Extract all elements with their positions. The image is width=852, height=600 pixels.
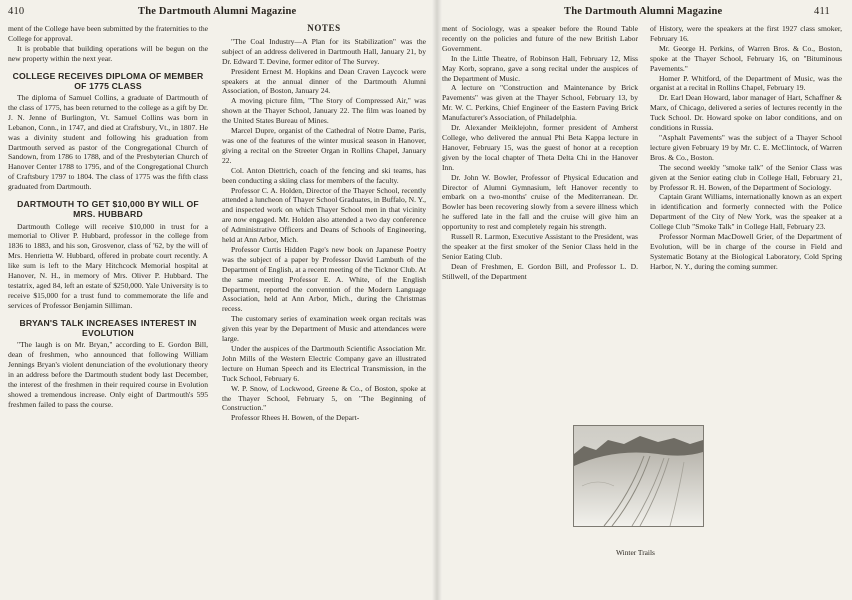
note-paragraph: Mr. George H. Perkins, of Warren Bros. & Co., Boston, spoke at the Thayer School, February 16, on "Bituminous Pavements." — [650, 43, 842, 73]
ski-trails-image — [574, 426, 703, 526]
right-column-1 — [442, 24, 638, 282]
right-page — [436, 0, 852, 600]
left-page-number: 410 — [8, 6, 25, 17]
bryan-heading: BRYAN'S TALK INCREASES INTEREST IN EVOLUTION — [19, 317, 197, 338]
right-page-number: 411 — [814, 6, 830, 17]
note-paragraph: Professor Rhees H. Bowen, of the Depart- — [231, 413, 360, 423]
note-paragraph: Dr. Earl Dean Howard, labor manager of Hart, Schaffner & Marx, of Chicago, delivered a series of lectures recently in the Tuck School. Dr. Howard spoke on labor conditions, and on conditions in Russia. — [650, 93, 842, 133]
diploma-heading: COLLEGE RECEIVES DIPLOMA OF MEMBER OF 1775 CLASS — [12, 70, 204, 91]
photo-caption: Winter Trails — [616, 548, 655, 557]
notes-heading: NOTES — [307, 23, 341, 33]
note-paragraph: Professor Norman MacDowell Grier, of the Department of Evolution, will be in charge of the course in Field and Systematic Botany at the Biological Laboratory, Cold Spring Harbor, N. Y., during the coming summer. — [650, 232, 842, 271]
intro-paragraph: ment of the College have been submitted by the fraternities to the College for approval. — [8, 24, 208, 43]
note-paragraph: The customary series of examination week organ recitals was given this year by the Department of Music and attendances were large. — [222, 314, 426, 344]
diploma-article: The diploma of Samuel Collins, a graduate of Dartmouth of the class of 1775, has been returned to the college as a gift by Dr. J. N. Jenne of Burlington, Vt. Samuel Collins was born in Lebanon, Conn., in 1747, and died at Craftsbury, Vt., in 1807. He was a divinity student and following his graduation from Dartmouth served as pastor of the Congregational Church of Sandown, from 1786 to 1788, and of the Presbyterian Church of Hanover Center 1788 to 1795, and of the Congregational Church of Craftsbury 1797 to 1804. The class of 1775 was the fifth class graduated from Dartmouth. — [8, 93, 208, 192]
note-paragraph: Professor C. A. Holden, Director of the Thayer School, recently attended a luncheon of Thayer School Graduates, in Buffalo, N. Y., and inspected work on which Thayer School men in that vicinity are now engaged. Mr. Holden also attended a two day conference of Administrative Officers and Deans of Schools of Engineering, held at Ann Arbor, Mich. — [222, 185, 426, 245]
note-paragraph: Col. Anton Diettrich, coach of the fencing and ski teams, has been conducting a skiing class for members of the faculty. — [222, 165, 426, 185]
note-paragraph: Dean of Freshmen, E. Gordon Bill, and Professor L. D. Stillwell, of the Department — [442, 261, 638, 281]
note-paragraph: Under the auspices of the Dartmouth Scientific Association Mr. John Mills of the Western Electric Company gave an illustrated lecture on Human Speech and its Electrical Transmission, in the Tuck School, February 6. — [222, 344, 426, 383]
hubbard-heading: DARTMOUTH TO GET $10,000 BY WILL OF MRS. HUBBARD — [17, 199, 199, 220]
note-paragraph: W. P. Snow, of Lockwood, Greene & Co., of Boston, spoke at the Thayer School, February 5, on "The Beginning of Construction." — [222, 383, 426, 413]
note-paragraph: Captain Grant Williams, internationally known as an expert in identification and formerly connected with the Police Department of the City of New York, was the speaker at a College Club "Smoke Talk" in College Hall, February 23. — [650, 192, 842, 232]
left-column-1 — [8, 24, 208, 409]
bryan-article: "The laugh is on Mr. Bryan," according to E. Gordon Bill, dean of freshmen, who announced that following William Jennings Bryan's violent denunciation of the evolutionary theory in an address before the Dartmouth student body last December, the interest of the freshmen in their required course in Evolution showed a tremendous increase. Only eight of Dartmouth's 595 freshmen failed to pass the course. — [8, 340, 208, 409]
note-paragraph: Dr. John W. Bowler, Professor of Physical Education and Director of Alumni Gymnasium, left Hanover recently to embark on a two-months' cruise of the Mediterranean. Dr. Bowler has been recovering slowly from a severe illness which he suffered late in the fall and the cruise will give him an opportunity to rest and completely regain his strength. — [442, 172, 638, 232]
note-paragraph: President Ernest M. Hopkins and Dean Craven Laycock were speakers at the annual dinner of the Dartmouth Alumni Association, of Boston, January 24. — [222, 66, 426, 96]
left-column-2 — [222, 24, 426, 423]
note-paragraph: In the Little Theatre, of Robinson Hall, February 12, Miss May Korb, soprano, gave a song recital under the auspices of the Department of Music. — [442, 53, 638, 83]
note-paragraph: "Asphalt Pavements" was the subject of a Thayer School lecture given February 19 by Mr. C. E. McClintock, of Warren Bros. & Co., Boston. — [650, 132, 842, 162]
right-column-2 — [650, 24, 842, 272]
note-paragraph: "The Coal Industry—A Plan for its Stabilization" was the subject of an address delivered in Dartmouth Hall, January 21, by Dr. Edward T. Devine, former editor of The Survey. — [222, 36, 426, 66]
note-paragraph: Homer P. Whitford, of the Department of Music, was the organist at a recital in Rollins Chapel, February 19. — [650, 73, 842, 93]
note-paragraph: The second weekly "smoke talk" of the Senior Class was given at the Senior eating club in College Hall, February 21, by Professor R. H. Bowen, of the Department of Sociology. — [650, 162, 842, 192]
winter-trails-photo — [573, 425, 704, 527]
note-paragraph: Dr. Alexander Meiklejohn, former president of Amherst College, who delivered the annual Phi Beta Kappa lecture in Hanover, February 15, was the guest of honor at a reception given by the local chapter of Theta Delta Chi in the Hanover Inn. — [442, 123, 638, 172]
note-paragraph: A moving picture film, "The Story of Compressed Air," was shown at the Thayer School, January 22. The film was loaned by the United States Bureau of Mines. — [222, 96, 426, 126]
left-running-head: The Dartmouth Alumni Magazine — [138, 6, 297, 17]
right-running-head: The Dartmouth Alumni Magazine — [564, 6, 723, 17]
note-paragraph: Russell R. Larmon, Executive Assistant to the President, was the speaker at the first smoker of the Senior Class held in the Senior Eating Club. — [442, 232, 638, 261]
note-paragraph: of History, were the speakers at the first 1927 class smoker, February 16. — [650, 24, 842, 43]
note-paragraph: A lecture on "Construction and Maintenance by Brick Pavements" was given at the Thayer School, February 13, by Mr. W. C. Perkins, Chief Engineer of the Eastern Paving Brick Manufacturer's Association, of Philadelphia. — [442, 83, 638, 123]
hubbard-article: Dartmouth College will receive $10,000 in trust for a memorial to Oliver P. Hubbard, professor in the college from 1836 to 1883, and his son, Grosvenor, class of '62, by the will of Mrs. Henrietta W. Hubbard, offered in probate court recently. A like sum is left to the Mary Hitchcock Memorial hospital at Hanover, N. H., in memory of Mrs. Oliver P. Hubbard. The testatrix, aged 84, left an estate of $250,000. Yale University is to receive $15,000 for a trust fund to commemorate the life and services of Professor Benjamin Silliman. — [8, 221, 208, 310]
intro-paragraph: It is probable that building operations will be begun on the new property within the next year. — [8, 43, 208, 63]
note-paragraph: Professor Curtis Hidden Page's new book on Japanese Poetry was the subject of a paper by Professor David Lambuth of the Department of English, at a recent meeting of the Ticknor Club. At the same meeting Professor E. A. White, of the English Department, reported the convention of the Modern Language Association, held at Ann Arbor, Mich., during the Christmas recess. — [222, 244, 426, 314]
note-paragraph: Marcel Dupre, organist of the Cathedral of Notre Dame, Paris, was one of the features of the winter musical season in Hanover, giving a recital on the Streeter Organ in Rollins Chapel, January 22. — [222, 126, 426, 165]
note-paragraph: ment of Sociology, was a speaker before the Round Table recently on the policies and future of the new British Labor Government. — [442, 24, 638, 53]
